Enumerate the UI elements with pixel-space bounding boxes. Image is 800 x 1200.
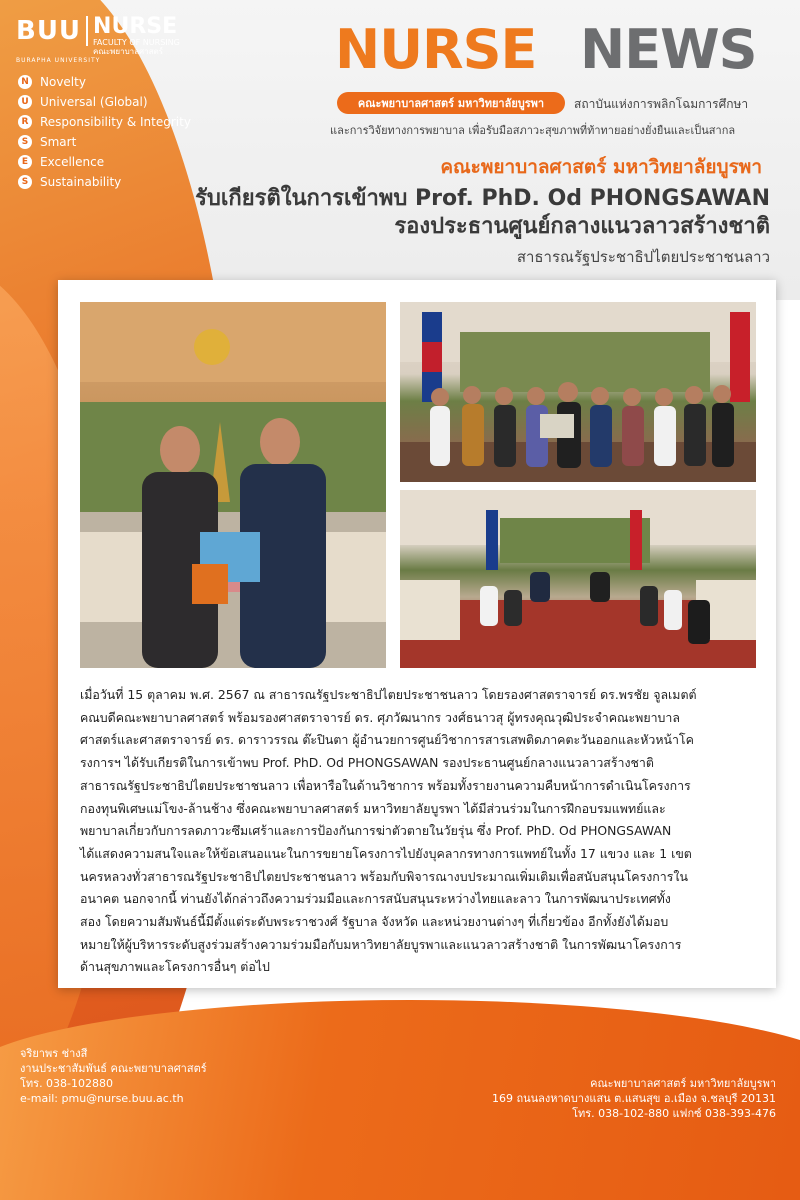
footer-phone: โทร. 038-102880	[20, 1077, 114, 1090]
footer-contact	[20, 1046, 207, 1106]
masthead-faculty-pill: คณะพยาบาลศาสตร์ มหาวิทยาลัยบูรพา	[337, 92, 565, 114]
value-label: Novelty	[40, 75, 86, 89]
photo-meeting-room-illustration	[400, 490, 756, 668]
values-list	[18, 72, 191, 192]
logo-university: BURAPHA UNIVERSITY	[16, 57, 101, 64]
value-letter: N	[18, 75, 32, 89]
body-line: เมื่อวันที่ 15 ตุลาคม พ.ศ. 2567 ณ สาธารณรัฐประชาธิปไตยประชาชนลาว โดยรองศาสตราจารย์ ดร.พรชัย จูลเมตต์	[80, 687, 697, 702]
photo-gift-exchange	[80, 302, 386, 668]
logo-faculty-th: คณะพยาบาลศาสตร์	[93, 47, 163, 56]
headline-faculty: คณะพยาบาลศาสตร์ มหาวิทยาลัยบูรพา	[440, 156, 762, 178]
value-label: Sustainability	[40, 175, 122, 189]
footer-faculty-name: คณะพยาบาลศาสตร์ มหาวิทยาลัยบูรพา	[590, 1077, 776, 1090]
body-line: คณบดีคณะพยาบาลศาสตร์ พร้อมรองศาสตราจารย์ ดร. ศุภวัฒนากร วงศ์ธนาวสุ ผู้ทรงคุณวุฒิประจำคณะพยาบาล	[80, 709, 680, 725]
value-label: Universal (Global)	[40, 95, 148, 109]
masthead-news: NEWS	[580, 18, 757, 81]
photo-gift-exchange-illustration	[80, 302, 386, 668]
value-letter: R	[18, 115, 32, 129]
logo-text-block	[93, 16, 180, 56]
photo-meeting-room	[400, 490, 756, 668]
body-line: สอง โดยความสัมพันธ์นี้มีตั้งแต่ระดับพระราชวงศ์ รัฐบาล จังหวัด และหน่วยงานต่างๆ ที่เกี่ยวข้อง อีกทั้งยังได้มอบ	[80, 914, 669, 930]
buu-nurse-logo	[16, 16, 180, 64]
footer-department: งานประชาสัมพันธ์ คณะพยาบาลศาสตร์	[20, 1062, 207, 1075]
body-line: หมายให้ผู้บริหารระดับสูงร่วมสร้างความร่วมมือกับมหาวิทยาลัยบูรพาและแนวลาวสร้างชาติ ในการพัฒนาโครงการ	[80, 936, 682, 952]
footer-phone-fax: โทร. 038-102-880 แฟกซ์ 038-393-476	[572, 1107, 776, 1120]
value-label: Responsibility & Integrity	[40, 115, 191, 129]
headline-line-3: สาธารณรัฐประชาธิปไตยประชาชนลาว	[516, 248, 770, 266]
logo-buu: BUU	[16, 16, 82, 46]
body-line: อนาคต นอกจากนี้ ท่านยังได้กล่าวถึงความร่วมมือและการสนับสนุนระหว่างไทยและลาว ในการพัฒนาประเทศทั้ง	[80, 891, 671, 907]
body-line: ศาสตร์และศาสตราจารย์ ดร. ดาราวรรณ ต๊ะปินตา ผู้อำนวยการศูนย์วิชาการสารเสพติดภาคตะวันออกและหัวหน้าโค	[80, 732, 694, 748]
masthead-nurse: NURSE	[335, 18, 537, 81]
logo-nurse: NURSE	[93, 14, 178, 39]
body-line: นครหลวงทั่วสาธารณรัฐประชาธิปไตยประชาชนลาว พร้อมกับพิจารณางบประมาณเพิ่มเติมเพื่อสนับสนุนโครงการใน	[80, 868, 688, 884]
value-letter: S	[18, 175, 32, 189]
value-item	[18, 132, 191, 152]
value-letter: E	[18, 155, 32, 169]
photo-group-illustration	[400, 302, 756, 482]
footer-address	[492, 1076, 776, 1121]
masthead-slogan-2: และการวิจัยทางการพยาบาล เพื่อรับมือสภาวะสุขภาพที่ท้าทายอย่างยั่งยืนและเป็นสากล	[330, 124, 736, 137]
value-item	[18, 92, 191, 112]
body-line: ด้านสุขภาพและโครงการอื่นๆ ต่อไป	[80, 959, 270, 975]
value-item	[18, 172, 191, 192]
value-label: Smart	[40, 135, 77, 149]
body-line: กองทุนพิเศษแม่โขง-ล้านช้าง ซึ่งคณะพยาบาลศาสตร์ มหาวิทยาลัยบูรพา ได้มีส่วนร่วมในการฝึกอบรมแพทย์และ	[80, 800, 666, 816]
value-letter: S	[18, 135, 32, 149]
logo-divider	[86, 16, 88, 46]
logo-faculty-en: FACULTY OF NURSING	[93, 38, 180, 47]
photo-group	[400, 302, 756, 482]
article-body	[80, 684, 760, 979]
value-item	[18, 72, 191, 92]
headline-line-2: รองประธานศูนย์กลางแนวลาวสร้างชาติ	[394, 214, 770, 239]
value-item	[18, 152, 191, 172]
masthead-slogan-1: สถาบันแห่งการพลิกโฉมการศึกษา	[574, 97, 749, 111]
value-letter: U	[18, 95, 32, 109]
value-label: Excellence	[40, 155, 105, 169]
footer-email: e-mail: pmu@nurse.buu.ac.th	[20, 1092, 184, 1105]
headline-line-1: รับเกียรติในการเข้าพบ Prof. PhD. Od PHONGSAWAN	[195, 186, 770, 211]
body-line: พยาบาลเกี่ยวกับการลดภาวะซึมเศร้าและการป้องกันการฆ่าตัวตายในวัยรุ่น ซึ่ง Prof. PhD. Od PHONGSAWAN	[80, 823, 672, 839]
value-item	[18, 112, 191, 132]
body-line: สาธารณรัฐประชาธิปไตยประชาชนลาว เพื่อหารือในด้านวิชาการ พร้อมทั้งรายงานความคืบหน้าการดำเนินโครงการ	[80, 777, 691, 793]
body-line: รงการฯ ได้รับเกียรติในการเข้าพบ Prof. PhD. Od PHONGSAWAN รองประธานศูนย์กลางแนวลาวสร้างชาติ	[80, 755, 654, 771]
footer-author: จริยาพร ช่างสี	[20, 1047, 88, 1060]
footer-street: 169 ถนนลงหาดบางแสน ต.แสนสุข อ.เมือง จ.ชลบุรี 20131	[491, 1092, 776, 1105]
body-line: ได้แสดงความสนใจและให้ข้อเสนอแนะในการขยายโครงการไปยังบุคลากรทางการแพทย์ในทั้ง 17 แขวง และ 1 เขต	[80, 845, 692, 861]
